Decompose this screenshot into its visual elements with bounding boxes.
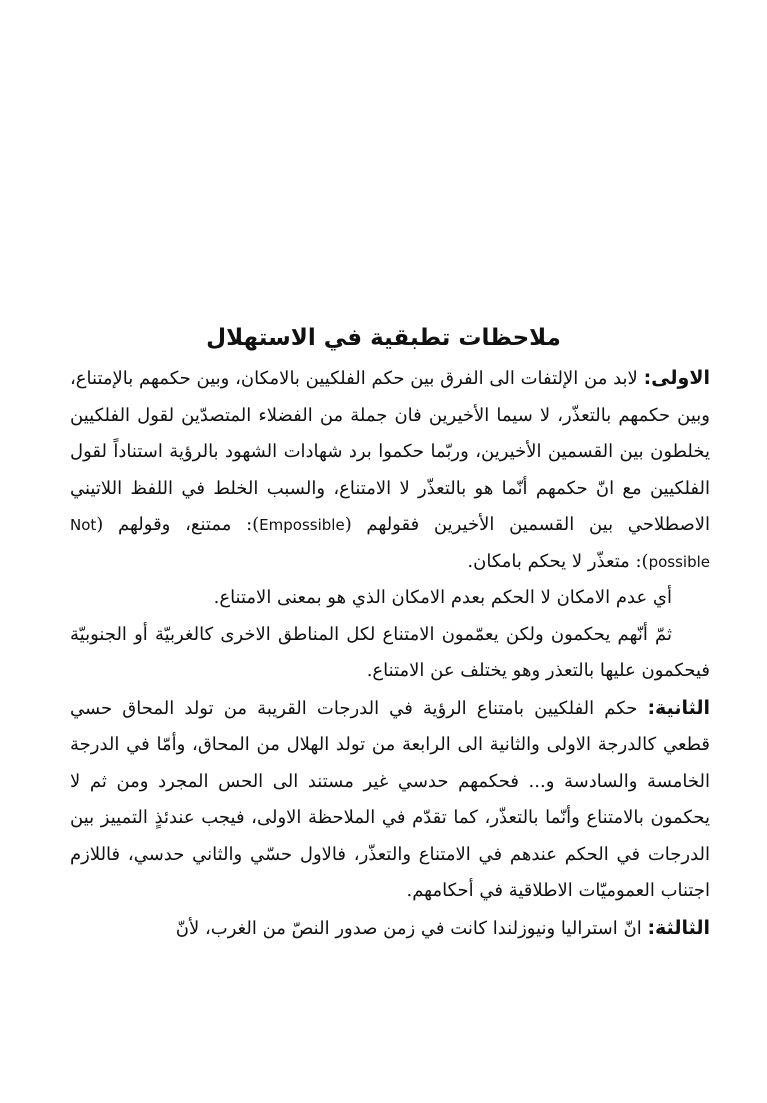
- latin-term: Empossible: [259, 516, 345, 534]
- paragraph-third-note: [70, 910, 710, 948]
- paragraph-second-note: [70, 690, 710, 910]
- paragraph-first-note: [70, 360, 710, 580]
- paragraph-lead: الثانية:: [647, 696, 710, 719]
- paragraph-text: حكم الفلكيين بامتناع الرؤية في الدرجات القريبة من تولد المحاق حسي قطعي كالدرجة الاولى والثانية الى الرابعة من تولد الهلال من المحاق، وأمّا في الدرجة الخامسة والسادسة و... فحكمهم حدسي غير مستند الى الحس المجرد ومن ثم لا يحكمون بالامتناع وأنّما بالتعذّر، كما تقدّم في الملاحظة الاولى، فيجب عندئذٍ التمييز بين الدرجات في الحكم عندهم في الامتناع والتعذّر، فالاول حسّي والثاني حدسي، فاللازم اجتناب العموميّات الاطلاقية في أحكامهم.: [70, 697, 710, 901]
- paragraph-text: انّ استراليا ونيوزلندا كانت في زمن صدور النصّ من الغرب، لأنّ: [175, 917, 648, 939]
- latin-term: Not possible: [70, 516, 710, 571]
- paragraph-text: لابد من الإلتفات الى الفرق بين حكم الفلكيين بالامكان، وبين حكمهم بالإمتناع، وبين حكمهم بالتعذّر، لا سيما الأخيرين فان جملة من الفضلاء المتصدّين لقول الفلكيين يخلطون بين القسمين الأخيرين، وربّما حكموا برد شهادات الشهود بالرؤية استناداً لقول الفلكيين مع انّ حكمهم أنّما هو بالتعذّر لا الامتناع، والسبب الخلط في اللفظ اللاتيني الاصطلاحي بين القسمين الأخيرين فقولهم (: [70, 368, 710, 535]
- paragraph-clarification: [70, 580, 710, 617]
- page-title: ملاحظات تطبقية في الاستهلال: [206, 325, 561, 351]
- paragraph-generalization: [70, 617, 710, 690]
- paragraph-text: أي عدم الامكان لا الحكم بعدم الامكان الذي هو بمعنى الامتناع.: [213, 587, 672, 608]
- paragraph-text: ثمّ أنّهم يحكمون ولكن يعمّمون الامتناع لكل المناطق الاخرى كالغربيّة أو الجنوبيّة فيحكمون عليها بالتعذر وهو يختلف عن الامتناع.: [70, 623, 710, 681]
- paragraph-text: ): متعذّر لا يحكم بامكان.: [467, 550, 649, 572]
- paragraph-text: ): ممتنع، وقولهم (: [96, 514, 260, 535]
- body-text: [70, 360, 710, 947]
- paragraph-lead: الثالثة:: [647, 916, 710, 939]
- paragraph-lead: الاولى:: [643, 367, 710, 389]
